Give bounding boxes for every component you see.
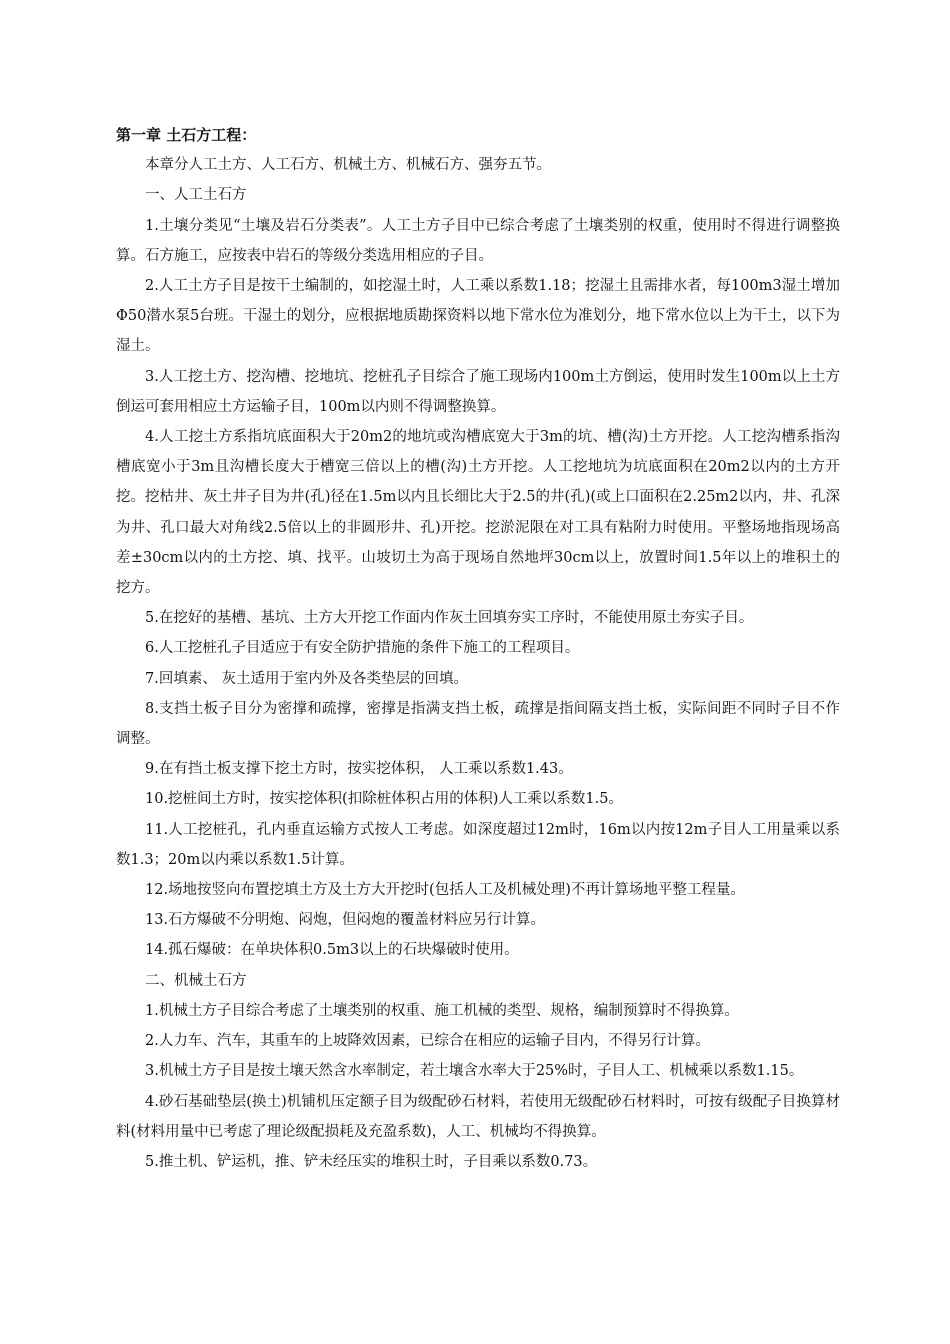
paragraph: 1.机械土方子目综合考虑了土壤类别的权重、施工机械的类型、规格，编制预算时不得换算。 xyxy=(145,1002,739,1019)
intro-paragraph: 本章分人工土方、人工石方、机械土方、机械石方、强夯五节。 xyxy=(145,157,551,174)
paragraph: 7.回填素、 灰土适用于室内外及各类垫层的回填。 xyxy=(145,670,468,687)
paragraph: 14.孤石爆破：在单块体积0.5m3以上的石块爆破时使用。 xyxy=(145,942,519,959)
paragraph: 10.挖桩间土方时，按实挖体积(扣除桩体积占用的体积)人工乘以系数1.5。 xyxy=(145,791,623,808)
paragraph: 5.推土机、铲运机，推、铲未经压实的堆积土时，子目乘以系数0.73。 xyxy=(145,1153,598,1170)
paragraph: 2.人工土方子目是按干土编制的，如挖湿土时，人工乘以系数1.18；挖湿土且需排水者，每100m3湿土增加Φ50潜水泵5台班。干湿土的划分，应根据地质勘探资料以地下常水位为准划分，地下常水位以上为干土，以下为湿土。 xyxy=(116,278,840,355)
paragraph: 3.人工挖土方、挖沟槽、挖地坑、挖桩孔子目综合了施工现场内100m土方倒运，使用时发生100m以上土方倒运可套用相应土方运输子目，100m以内则不得调整换算。 xyxy=(116,368,840,415)
paragraph: 13.石方爆破不分明炮、闷炮，但闷炮的覆盖材料应另行计算。 xyxy=(145,912,546,929)
paragraph: 5.在挖好的基槽、基坑、土方大开挖工作面内作灰土回填夯实工序时，不能使用原土夯实子目。 xyxy=(145,610,754,627)
paragraph: 12.场地按竖向布置挖填土方及土方大开挖时(包括人工及机械处理)不再计算场地平整工程量。 xyxy=(145,882,745,899)
section-heading: 二、机械土石方 xyxy=(145,972,247,989)
paragraph: 4.砂石基础垫层(换土)机铺机压定额子目为级配砂石材料，若使用无级配砂石材料时，可按有级配子目换算材料(材料用量中已考虑了理论级配损耗及充盈系数)，人工、机械均不得换算。 xyxy=(116,1093,840,1140)
section-heading: 一、人工土石方 xyxy=(145,187,247,204)
paragraph: 3.机械土方子目是按土壤天然含水率制定，若土壤含水率大于25%时，子目人工、机械乘以系数1.15。 xyxy=(145,1063,804,1080)
paragraph: 6.人工挖桩孔子目适应于有安全防护措施的条件下施工的工程项目。 xyxy=(145,640,580,657)
paragraph: 11.人工挖桩孔，孔内垂直运输方式按人工考虑。如深度超过12m时，16m以内按12m子目人工用量乘以系数1.3；20m以内乘以系数1.5计算。 xyxy=(116,821,840,868)
document-page xyxy=(116,120,840,1177)
paragraph: 9.在有挡土板支撑下挖土方时，按实挖体积， 人工乘以系数1.43。 xyxy=(145,761,573,778)
paragraph: 8.支挡土板子目分为密撑和疏撑，密撑是指满支挡土板，疏撑是指间隔支挡土板，实际间距不同时子目不作调整。 xyxy=(116,700,840,748)
chapter-title: 第一章 土石方工程： xyxy=(116,126,257,144)
paragraph: 1.土壤分类见“土壤及岩石分类表”。人工土方子目中已综合考虑了土壤类别的权重，使用时不得进行调整换算。石方施工，应按表中岩石的等级分类选用相应的子目。 xyxy=(116,217,840,264)
paragraph: 4.人工挖土方系指坑底面积大于20m2的地坑或沟槽底宽大于3m的坑、槽(沟)土方开挖。人工挖沟槽系指沟槽底宽小于3m且沟槽长度大于槽宽三倍以上的槽(沟)土方开挖。人工挖地坑为坑底面积在20m2以内的土方开挖。挖枯井、灰土井子目为井(孔)径在1.5m以内且长细比大于2.5的井(孔)(或上口面积在2.25m2以内，井、孔深为井、孔口最大对角线2.5倍以上的非圆形井、孔)开挖。挖淤泥限在对工具有粘附力时使用。平整场地指现场高差±30cm以内的土方挖、填、找平。山坡切土为高于现场自然地坪30cm以上，放置时间1.5年以上的堆积土的挖方。 xyxy=(116,429,840,597)
paragraph: 2.人力车、汽车，其重车的上坡降效因素，已综合在相应的运输子目内，不得另行计算。 xyxy=(145,1033,710,1050)
